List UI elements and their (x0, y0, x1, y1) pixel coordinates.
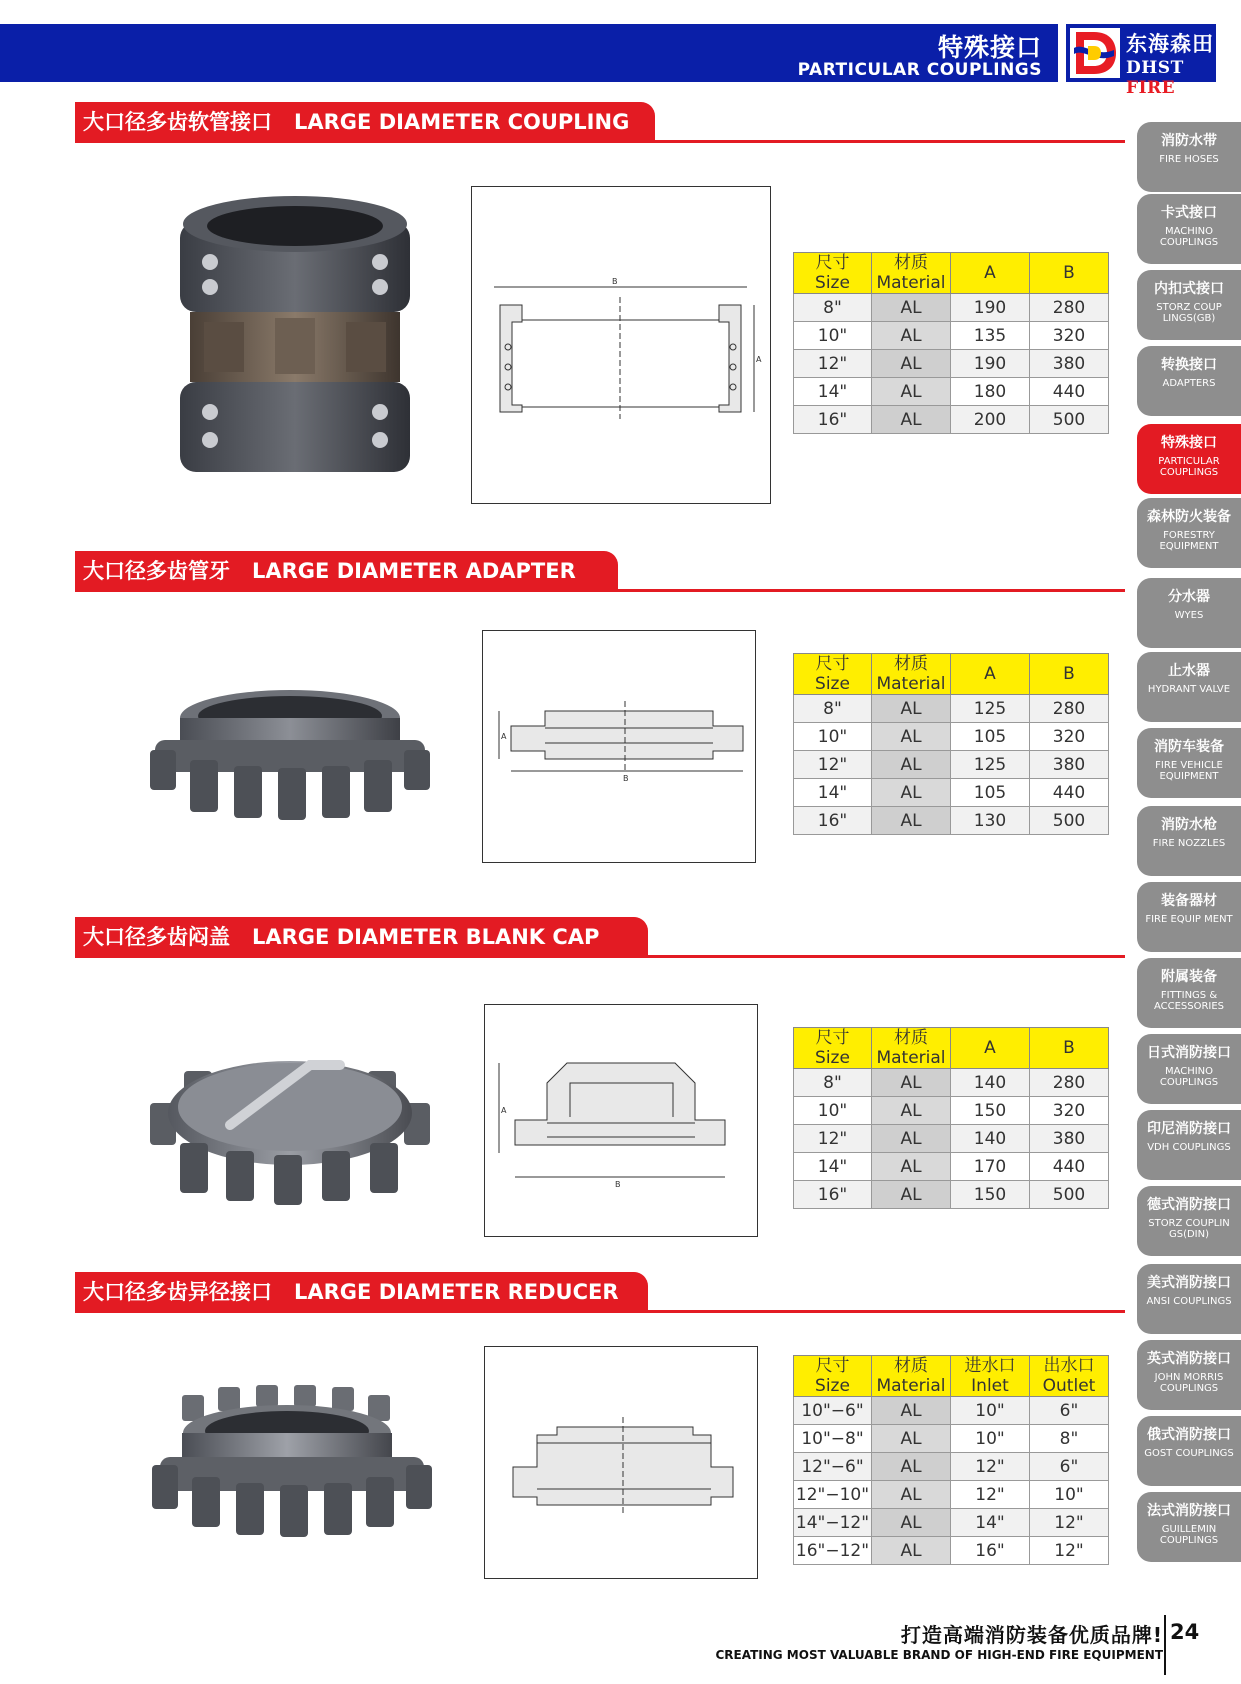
nav-item-vdh-couplings[interactable]: 印尼消防接口 VDH COUPLINGS (1137, 1110, 1241, 1180)
section-title-blank-cap: 大口径多齿闷盖 LARGE DIAMETER BLANK CAP (75, 917, 648, 957)
nav-item-wyes[interactable]: 分水器 WYES (1137, 578, 1241, 648)
table-row: 10" AL 105 320 (794, 723, 1109, 751)
footer-slogan-en: CREATING MOST VALUABLE BRAND OF HIGH-END FIRE EQUIPMENT (715, 1648, 1163, 1662)
nav-item-hydrant-valve[interactable]: 止水器 HYDRANT VALVE (1137, 652, 1241, 722)
nav-item-fire-hoses[interactable]: 消防水带 FIRE HOSES (1137, 122, 1241, 192)
section-title-reducer: 大口径多齿异径接口 LARGE DIAMETER REDUCER (75, 1272, 648, 1312)
table-row: 14" AL 105 440 (794, 779, 1109, 807)
table-row: 10" AL 150 320 (794, 1097, 1109, 1125)
svg-text:B: B (623, 774, 629, 783)
svg-text:A: A (501, 1106, 507, 1115)
nav-item-adapters[interactable]: 转换接口 ADAPTERS (1137, 346, 1241, 416)
nav-item-fire-equipment[interactable]: 装备器材 FIRE EQUIP MENT (1137, 882, 1241, 952)
nav-item-machino-couplings[interactable]: 卡式接口 MACHINO COUPLINGS (1137, 194, 1241, 264)
nav-item-japanese-couplings[interactable]: 日式消防接口 MACHINO COUPLINGS (1137, 1034, 1241, 1104)
technical-drawing-adapter (482, 630, 756, 863)
section-divider (75, 1310, 1125, 1313)
svg-text:B: B (612, 277, 618, 286)
nav-item-storz-din[interactable]: 德式消防接口 STORZ COUPLIN GS(DIN) (1137, 1186, 1241, 1256)
spec-table-coupling: 尺寸 Size 材质 Material A B 8" AL 190 280 10" AL 135 320 12" AL 190 380 14" AL 180 440 16" AL 200 500 (793, 252, 1109, 434)
product-photo-coupling (160, 192, 430, 492)
table-row: 10"−6" AL 10" 6" (794, 1397, 1109, 1425)
product-photo-reducer (152, 1385, 432, 1545)
svg-text:A: A (501, 732, 507, 741)
technical-drawing-reducer (484, 1346, 758, 1579)
svg-text:B: B (615, 1180, 621, 1189)
page-title-zh: 特殊接口 (937, 33, 1042, 62)
nav-item-storz-gb[interactable]: 内扣式接口 STORZ COUP LINGS(GB) (1137, 270, 1241, 340)
table-row: 10" AL 135 320 (794, 322, 1109, 350)
header-bar (0, 24, 1058, 82)
table-row: 16"−12" AL 16" 12" (794, 1537, 1109, 1565)
svg-text:A: A (756, 355, 762, 364)
table-row: 12" AL 125 380 (794, 751, 1109, 779)
table-row: 16" AL 130 500 (794, 807, 1109, 835)
nav-item-ansi-couplings[interactable]: 美式消防接口 ANSI COUPLINGS (1137, 1264, 1241, 1334)
nav-item-fire-nozzles[interactable]: 消防水枪 FIRE NOZZLES (1137, 806, 1241, 876)
nav-item-john-morris[interactable]: 英式消防接口 JOHN MORRIS COUPLINGS (1137, 1340, 1241, 1410)
nav-item-forestry[interactable]: 森林防火装备 FORESTRY EQUIPMENT (1137, 498, 1241, 568)
table-row: 14" AL 170 440 (794, 1153, 1109, 1181)
table-row: 10"−8" AL 10" 8" (794, 1425, 1109, 1453)
section-title-adapter: 大口径多齿管牙 LARGE DIAMETER ADAPTER (75, 551, 618, 591)
table-row: 12"−10" AL 12" 10" (794, 1481, 1109, 1509)
section-title-coupling: 大口径多齿软管接口 LARGE DIAMETER COUPLING (75, 102, 655, 142)
nav-item-guillemin[interactable]: 法式消防接口 GUILLEMIN COUPLINGS (1137, 1492, 1241, 1562)
page-number: 24 (1170, 1620, 1200, 1644)
section-divider (75, 589, 1125, 592)
section-divider (75, 955, 1125, 958)
page-title-en: PARTICULAR COUPLINGS (797, 60, 1042, 80)
table-row: 14" AL 180 440 (794, 378, 1109, 406)
table-row: 12"−6" AL 12" 6" (794, 1453, 1109, 1481)
nav-item-fittings[interactable]: 附属装备 FITTINGS & ACCESSORIES (1137, 958, 1241, 1028)
nav-item-particular-couplings[interactable]: 特殊接口 PARTICULAR COUPLINGS (1137, 424, 1241, 494)
logo-emblem-icon (1070, 28, 1120, 78)
brand-logo (1066, 24, 1216, 98)
table-row: 12" AL 140 380 (794, 1125, 1109, 1153)
table-row: 14"−12" AL 14" 12" (794, 1509, 1109, 1537)
logo-text-zh: 东海森田 (1126, 32, 1214, 56)
product-photo-adapter (150, 680, 430, 820)
footer-slogan-zh: 打造高端消防装备优质品牌! (900, 1623, 1163, 1647)
table-row: 12" AL 190 380 (794, 350, 1109, 378)
table-row: 8" AL 190 280 (794, 294, 1109, 322)
spec-table-adapter: 尺寸 Size 材质 Material A B 8" AL 125 280 10" AL 105 320 12" AL 125 380 14" AL 105 440 16" AL 130 500 (793, 653, 1109, 835)
table-row: 16" AL 150 500 (794, 1181, 1109, 1209)
spec-table-reducer: 尺寸 Size 材质 Material 进水口 Inlet 出水口 Outlet 10"−6" AL 10" 6" 10"−8" AL 10" 8" 12"−6" AL 12" 6" 12"−10" AL 12" 10" 14"−12" AL 14" 12" 16"−12" AL 16" 12" (793, 1355, 1109, 1565)
table-row: 8" AL 140 280 (794, 1069, 1109, 1097)
nav-item-fire-vehicle[interactable]: 消防车装备 FIRE VEHICLE EQUIPMENT (1137, 728, 1241, 798)
technical-drawing-blank-cap (484, 1004, 758, 1237)
nav-item-gost-couplings[interactable]: 俄式消防接口 GOST COUPLINGS (1137, 1416, 1241, 1486)
section-divider (75, 140, 1125, 143)
technical-drawing-coupling (471, 186, 771, 504)
table-row: 16" AL 200 500 (794, 406, 1109, 434)
logo-text-en: DHST FIRE (1126, 58, 1184, 98)
spec-table-blank-cap: 尺寸 Size 材质 Material A B 8" AL 140 280 10" AL 150 320 12" AL 140 380 14" AL 170 440 16" AL 150 500 (793, 1027, 1109, 1209)
footer-divider (1164, 1615, 1166, 1675)
table-row: 8" AL 125 280 (794, 695, 1109, 723)
product-photo-blank-cap (150, 1045, 430, 1205)
